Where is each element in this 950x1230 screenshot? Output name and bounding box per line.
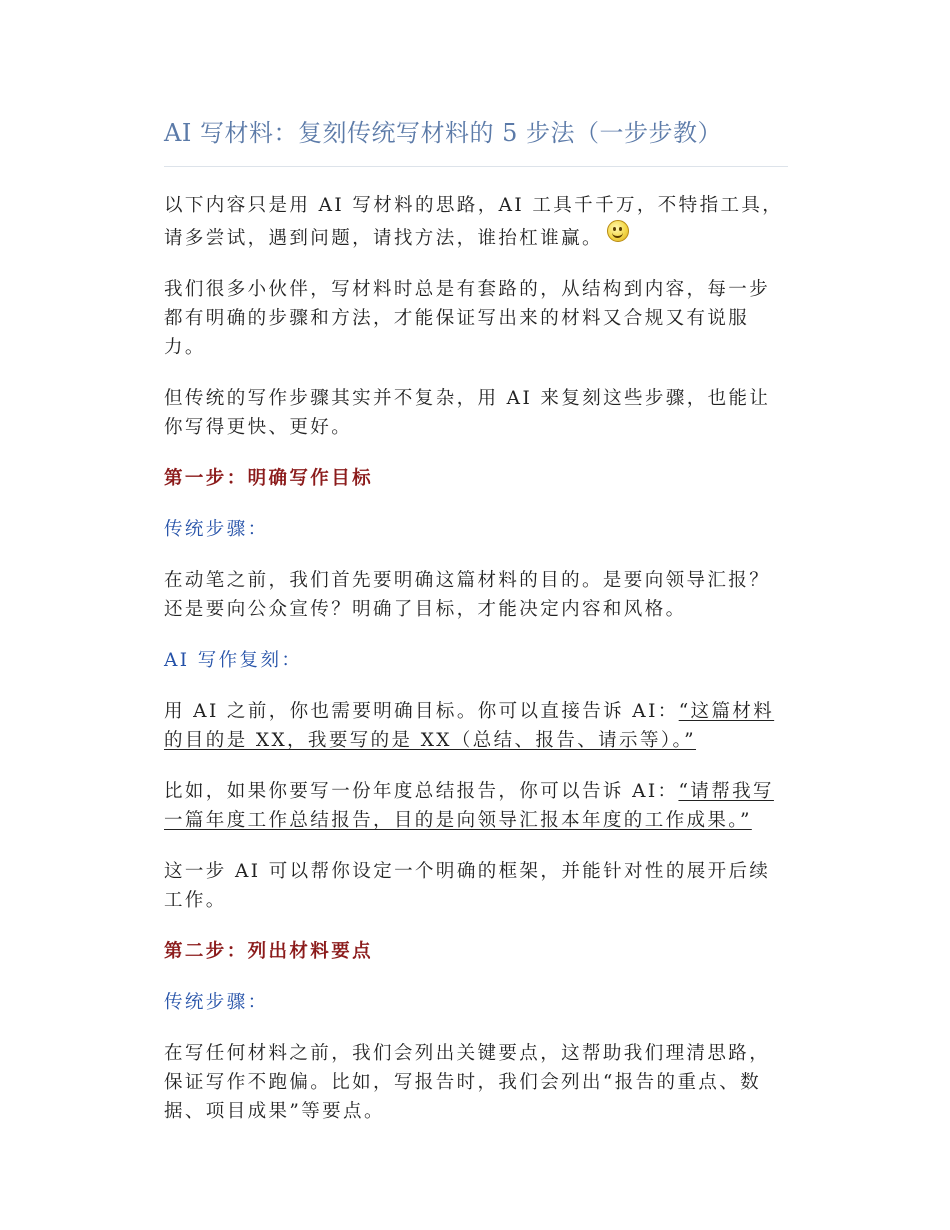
step1-ai-text xyxy=(164,697,788,755)
step1-example-prefix: 比如，如果你要写一份年度总结报告，你可以告诉 AI： xyxy=(164,781,679,802)
step1-traditional-text: 在动笔之前，我们首先要明确这篇材料的目的。是要向领导汇报？还是要向公众宣传？明确了目标，才能决定内容和风格。 xyxy=(164,570,771,620)
step1-ai-label: AI 写作复刻： xyxy=(164,650,303,671)
step1-heading: 第一步：明确写作目标 xyxy=(164,468,374,489)
step1-example-quote: “请帮我写一篇年度工作总结报告，目的是向领导汇报本年度的工作成果。” xyxy=(164,781,774,831)
step2-traditional-label: 传统步骤： xyxy=(164,992,269,1013)
step1-ai-prefix: 用 AI 之前，你也需要明确目标。你可以直接告诉 AI： xyxy=(164,701,679,722)
step1-conclusion: 这一步 AI 可以帮你设定一个明确的框架，并能针对性的展开后续工作。 xyxy=(164,861,771,911)
smiley-icon xyxy=(607,220,629,242)
intro-paragraph xyxy=(164,191,788,253)
step1-traditional-label: 传统步骤： xyxy=(164,519,269,540)
step2-traditional-text: 在写任何材料之前，我们会列出关键要点，这帮助我们理清思路，保证写作不跑偏。比如，写报告时，我们会列出“报告的重点、数据、项目成果”等要点。 xyxy=(164,1043,771,1122)
step2-heading: 第二步：列出材料要点 xyxy=(164,941,374,962)
article-body xyxy=(164,112,788,1126)
step1-ai-quote: “这篇材料的目的是 XX，我要写的是 XX（总结、报告、请示等）。” xyxy=(164,701,775,751)
page-title: AI 写材料：复刻传统写材料的 5 步法（一步步教） xyxy=(164,112,788,167)
intro-text: 以下内容只是用 AI 写材料的思路，AI 工具千千万，不特指工具，请多尝试，遇到问题，请找方法，谁抬杠谁赢。 xyxy=(164,195,784,249)
paragraph-1: 我们很多小伙伴，写材料时总是有套路的，从结构到内容，每一步都有明确的步骤和方法，才能保证写出来的材料又合规又有说服力。 xyxy=(164,279,771,358)
step1-example xyxy=(164,777,788,835)
paragraph-2: 但传统的写作步骤其实并不复杂，用 AI 来复刻这些步骤，也能让你写得更快、更好。 xyxy=(164,388,771,438)
